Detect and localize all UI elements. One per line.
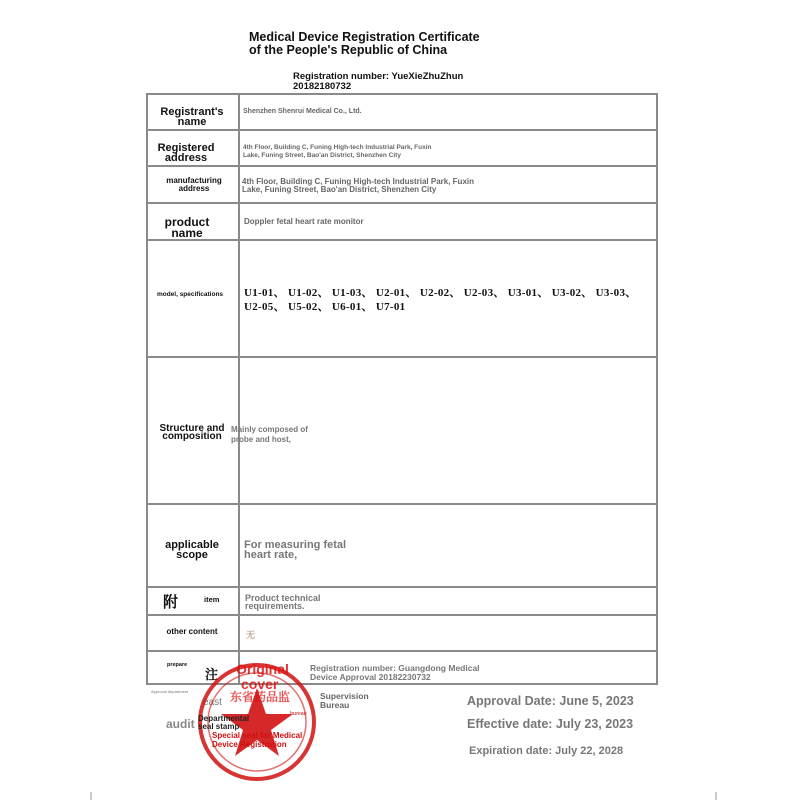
seal-overlay-original: Original	[236, 661, 289, 677]
approval-date: Approval Date: June 5, 2023	[467, 694, 634, 708]
row-divider	[146, 165, 658, 167]
registered-address-label: Registered address	[157, 142, 215, 164]
product-name-label: product name	[164, 215, 210, 240]
row-divider	[146, 356, 658, 358]
row-divider	[146, 202, 658, 204]
scan-edge-mark	[715, 792, 717, 800]
seal-overlay-cover: cover	[241, 676, 279, 692]
attached-value: Product technical requirements.	[245, 593, 321, 611]
bureau-small-text: bureau	[290, 711, 307, 717]
row-divider	[146, 239, 658, 241]
manufacturing-address-value: 4th Floor, Building C, Funing High-tech Industrial Park, Fuxin Lake, Funing Street, Bao'an District, Shenzhen City	[242, 177, 474, 194]
approval-department-label: Approval department	[151, 689, 189, 694]
prepare-value: Registration number: Guangdong Medical Device Approval 20182230732	[310, 663, 480, 682]
registrant-label: Registrant's name	[160, 106, 224, 128]
departmental-seal-text: Departmental seal stamp	[198, 714, 250, 731]
structure-label: Structure and composition	[159, 423, 225, 442]
effective-date: Effective date: July 23, 2023	[467, 717, 634, 731]
registration-number: Registration number: YueXieZhuZhun 20182180732	[293, 71, 464, 92]
audit-text: audit	[166, 717, 195, 731]
manufacturing-address-label: manufacturing address	[166, 176, 222, 193]
expiration-date: Expiration date: July 22, 2028	[469, 745, 624, 757]
east-text: east	[203, 697, 222, 708]
scope-value: For measuring fetal heart rate,	[244, 539, 347, 561]
other-content-value: 无	[246, 630, 256, 640]
model-value: U1-01、 U1-02、 U1-03、 U2-01、 U2-02、 U2-03、 U3-01、 U3-02、 U3-03、 U2-05、 U5-02、 U6-01、 U7-01	[244, 287, 637, 313]
attached-label: item	[204, 595, 220, 604]
registered-address-value: 4th Floor, Building C, Funing High-tech Industrial Park, Fuxin Lake, Funing Street, Bao'an District, Shenzhen City	[243, 144, 432, 159]
special-seal-text: Special seal for Medical Device Registration	[212, 731, 303, 749]
structure-value: Mainly composed of probe and host,	[231, 425, 308, 444]
table-column-divider	[238, 93, 240, 685]
row-divider	[146, 129, 658, 131]
scope-label: applicable scope	[165, 539, 219, 561]
other-content-label: other content	[166, 627, 218, 636]
seal-arc-text: 东省药品监	[230, 690, 291, 704]
registrant-value: Shenzhen Shenrui Medical Co., Ltd.	[243, 108, 362, 115]
supervision-bureau-text: Supervision Bureau	[320, 691, 369, 710]
model-label: model, specifications	[156, 291, 224, 298]
prepare-glyph: 注	[205, 667, 219, 682]
attached-glyph: 附	[163, 594, 179, 611]
row-divider	[146, 586, 658, 588]
product-name-value: Doppler fetal heart rate monitor	[244, 217, 364, 226]
prepare-label: prepare	[167, 662, 188, 668]
row-divider	[146, 503, 658, 505]
certificate-title: Medical Device Registration Certificate of the People's Republic of China	[249, 30, 480, 57]
scan-edge-mark	[90, 792, 92, 800]
row-divider	[146, 614, 658, 616]
